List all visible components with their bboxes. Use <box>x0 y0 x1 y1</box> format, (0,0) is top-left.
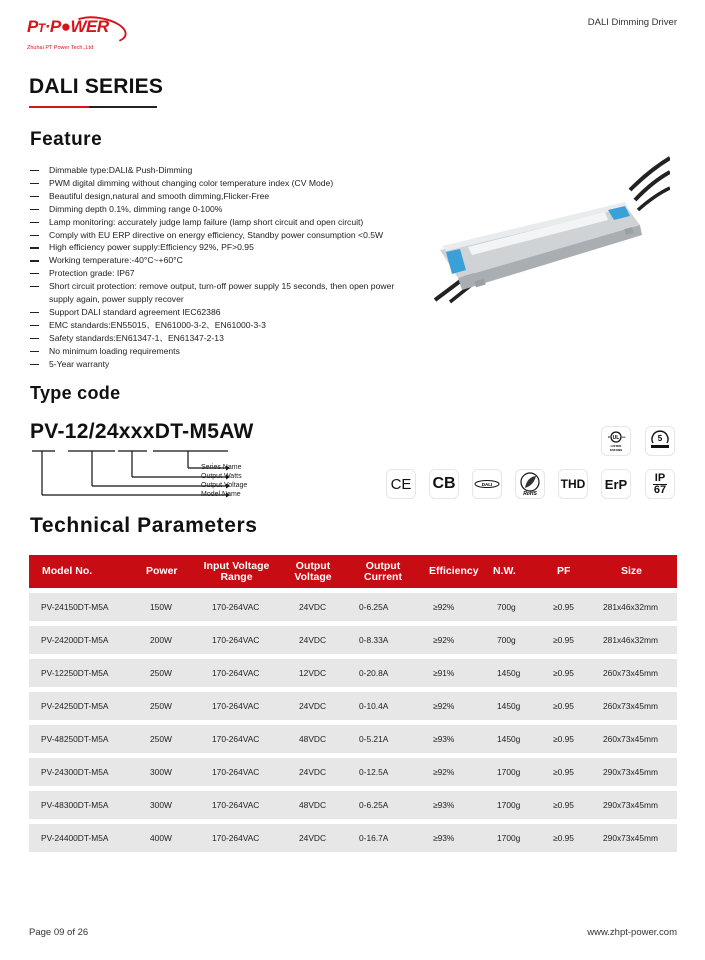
cell-model: PV-24400DT-M5A <box>41 833 109 843</box>
cell-efficiency: ≥92% <box>433 635 455 645</box>
cell-pf: ≥0.95 <box>553 734 574 744</box>
type-code-label-voltage: Output Voltage <box>201 482 248 489</box>
feature-item: PWM digital dimming without changing color temperature index (CV Mode) <box>30 177 400 190</box>
feature-item: Support DALI standard agreement IEC62386 <box>30 306 400 319</box>
cell-input-voltage: 170-264VAC <box>212 668 260 678</box>
svg-text:LISTED: LISTED <box>610 444 622 448</box>
svg-text:us: us <box>622 435 626 439</box>
cell-output-voltage: 24VDC <box>299 767 326 777</box>
cell-output-voltage: 24VDC <box>299 833 326 843</box>
table-row <box>29 791 677 819</box>
rohs-icon <box>515 469 545 499</box>
cell-weight: 700g <box>497 602 516 612</box>
ip67-icon: IP 67 <box>645 469 675 499</box>
cell-power: 300W <box>150 800 172 810</box>
technical-parameters-table <box>29 555 677 852</box>
feature-item: Dimmable type:DALI& Push-Dimming <box>30 164 400 177</box>
cell-size: 281x46x32mm <box>603 635 658 645</box>
cell-size: 260x73x45mm <box>603 734 658 744</box>
cell-output-current: 0-20.8A <box>359 668 389 678</box>
cell-input-voltage: 170-264VAC <box>212 833 260 843</box>
thd-icon: THD <box>558 469 588 499</box>
cell-power: 250W <box>150 701 172 711</box>
cell-model: PV-48250DT-M5A <box>41 734 109 744</box>
feature-item: Lamp monitoring: accurately judge lamp failure (lamp short circuit and open circuit) <box>30 216 400 229</box>
warranty-years: 5 <box>657 434 663 443</box>
cell-efficiency: ≥91% <box>433 668 455 678</box>
column-header-efficiency: Efficiency <box>429 565 479 577</box>
table-row <box>29 659 677 687</box>
cell-input-voltage: 170-264VAC <box>212 767 260 777</box>
column-header-weight: N.W. <box>493 565 516 577</box>
cell-model: PV-24200DT-M5A <box>41 635 109 645</box>
table-row <box>29 593 677 621</box>
svg-text:UL: UL <box>612 435 620 441</box>
cell-model: PV-12250DT-M5A <box>41 668 109 678</box>
cell-output-current: 0-12.5A <box>359 767 389 777</box>
cell-pf: ≥0.95 <box>553 635 574 645</box>
logo-wordmark: PT·P●WER <box>27 17 109 36</box>
cell-efficiency: ≥93% <box>433 800 455 810</box>
cell-output-current: 0-6.25A <box>359 602 389 612</box>
column-header-model: Model No. <box>42 565 93 577</box>
cell-model: PV-48300DT-M5A <box>41 800 109 810</box>
table-row <box>29 626 677 654</box>
feature-heading: Feature <box>30 129 103 150</box>
type-code-diagram <box>30 448 300 503</box>
feature-item: Working temperature:-40°C~+60°C <box>30 254 400 267</box>
cell-model: PV-24250DT-M5A <box>41 701 109 711</box>
column-header-pf: PF <box>557 565 571 577</box>
ul-file-number: E531099 <box>609 448 623 452</box>
cell-output-voltage: 12VDC <box>299 668 326 678</box>
svg-text:RoHS: RoHS <box>523 491 537 497</box>
erp-icon: ErP <box>601 469 631 499</box>
cell-output-current: 0-8.33A <box>359 635 389 645</box>
cell-input-voltage: 170-264VAC <box>212 602 260 612</box>
company-name: Zhuhai PT Power Tech.,Ltd <box>27 45 94 51</box>
cell-size: 290x73x45mm <box>603 833 658 843</box>
cell-pf: ≥0.95 <box>553 668 574 678</box>
product-image <box>430 150 670 310</box>
cell-output-voltage: 48VDC <box>299 800 326 810</box>
5-year-warranty-icon <box>645 426 675 456</box>
cell-output-current: 0-10.4A <box>359 701 389 711</box>
ul-listed-icon <box>601 426 631 456</box>
table-row <box>29 824 677 852</box>
cell-weight: 700g <box>497 635 516 645</box>
column-header-input-voltage: Input Voltage Range <box>203 559 270 583</box>
cell-pf: ≥0.95 <box>553 767 574 777</box>
feature-list <box>30 164 400 371</box>
type-code-label-series: Series Name <box>201 464 242 471</box>
company-logo <box>27 17 117 59</box>
series-title: DALI SERIES <box>29 75 164 98</box>
technical-parameters-heading: Technical Parameters <box>30 514 258 537</box>
feature-item: 5-Year warranty <box>30 358 400 371</box>
cell-output-current: 0-6.25A <box>359 800 389 810</box>
column-header-power: Power <box>146 565 178 577</box>
feature-item: Protection grade: IP67 <box>30 267 400 280</box>
table-row <box>29 725 677 753</box>
cell-pf: ≥0.95 <box>553 833 574 843</box>
cell-size: 281x46x32mm <box>603 602 658 612</box>
cell-model: PV-24150DT-M5A <box>41 602 109 612</box>
cell-input-voltage: 170-264VAC <box>212 800 260 810</box>
cell-power: 150W <box>150 602 172 612</box>
feature-item: High efficiency power supply:Efficiency 92%, PF>0.95 <box>30 241 400 254</box>
column-header-size: Size <box>621 565 643 577</box>
feature-item: Comply with EU ERP directive on energy efficiency, Standby power consumption <0.5W <box>30 229 400 242</box>
cell-power: 250W <box>150 734 172 744</box>
feature-item: EMC standards:EN55015、EN61000-3-2、EN61000-3-3 <box>30 319 400 332</box>
cell-model: PV-24300DT-M5A <box>41 767 109 777</box>
table-row <box>29 692 677 720</box>
cell-input-voltage: 170-264VAC <box>212 701 260 711</box>
cell-output-current: 0-16.7A <box>359 833 389 843</box>
type-code: PV-12/24xxxDT-M5AW <box>30 420 254 443</box>
feature-item: Dimming depth 0.1%, dimming range 0-100% <box>30 203 400 216</box>
cell-weight: 1450g <box>497 734 521 744</box>
type-code-label-model: Model Name <box>201 491 241 498</box>
feature-item: Beautiful design,natural and smooth dimming,Flicker-Free <box>30 190 400 203</box>
cell-power: 250W <box>150 668 172 678</box>
cb-icon: CB <box>429 469 459 499</box>
cell-size: 290x73x45mm <box>603 800 658 810</box>
cell-output-voltage: 48VDC <box>299 734 326 744</box>
cell-size: 260x73x45mm <box>603 668 658 678</box>
ce-icon: CE <box>386 469 416 499</box>
table-header <box>29 555 677 588</box>
cell-weight: 1700g <box>497 767 521 777</box>
feature-item: Safety standards:EN61347-1、EN61347-2-13 <box>30 332 400 345</box>
cell-efficiency: ≥93% <box>433 833 455 843</box>
cell-size: 260x73x45mm <box>603 701 658 711</box>
cell-power: 400W <box>150 833 172 843</box>
column-header-output-current: Output Current <box>364 559 402 583</box>
svg-text:DALI: DALI <box>481 481 493 487</box>
cell-power: 200W <box>150 635 172 645</box>
cell-efficiency: ≥92% <box>433 602 455 612</box>
table-body <box>29 593 677 852</box>
cell-weight: 1450g <box>497 668 521 678</box>
type-code-label-watts: Output Watts <box>201 473 242 480</box>
cell-output-current: 0-5.21A <box>359 734 389 744</box>
cell-efficiency: ≥92% <box>433 701 455 711</box>
website-url: www.zhpt-power.com <box>587 927 677 938</box>
cell-weight: 1700g <box>497 833 521 843</box>
feature-item: No minimum loading requirements <box>30 345 400 358</box>
document-category: DALI Dimming Driver <box>587 17 677 28</box>
cell-pf: ≥0.95 <box>553 602 574 612</box>
cell-output-voltage: 24VDC <box>299 602 326 612</box>
cell-pf: ≥0.95 <box>553 800 574 810</box>
cell-output-voltage: 24VDC <box>299 635 326 645</box>
cell-pf: ≥0.95 <box>553 701 574 711</box>
cell-power: 300W <box>150 767 172 777</box>
column-header-output-voltage: Output Voltage <box>294 559 332 583</box>
cell-input-voltage: 170-264VAC <box>212 734 260 744</box>
cell-weight: 1700g <box>497 800 521 810</box>
table-row <box>29 758 677 786</box>
cell-input-voltage: 170-264VAC <box>212 635 260 645</box>
page-number: Page 09 of 26 <box>29 927 89 938</box>
cell-efficiency: ≥92% <box>433 767 455 777</box>
cell-output-voltage: 24VDC <box>299 701 326 711</box>
cell-size: 290x73x45mm <box>603 767 658 777</box>
feature-item: Short circuit protection: remove output, turn-off power supply 15 seconds, then open power supply again, power supply recover <box>30 280 400 306</box>
svg-text:c: c <box>608 435 610 439</box>
cell-weight: 1450g <box>497 701 521 711</box>
dali-icon <box>472 469 502 499</box>
type-code-heading: Type code <box>30 383 121 403</box>
title-underline <box>29 106 157 108</box>
cell-efficiency: ≥93% <box>433 734 455 744</box>
